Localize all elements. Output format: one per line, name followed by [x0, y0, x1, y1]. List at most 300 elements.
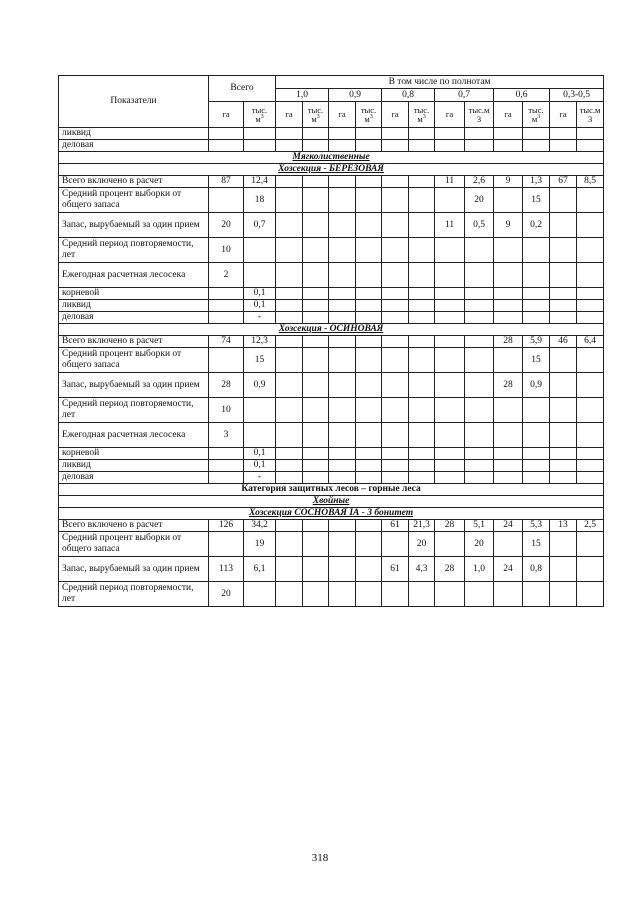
table-cell	[356, 128, 382, 140]
table-cell: 2	[209, 263, 244, 288]
section-title: Хозсекция - БЕРЕЗОВАЯ	[59, 164, 604, 176]
table-cell	[550, 448, 577, 460]
header-density: 0,6	[494, 89, 550, 102]
row-label: Запас, вырубаемый за один прием	[59, 557, 209, 582]
table-cell	[550, 140, 577, 152]
table-cell: 20	[465, 188, 494, 213]
table-cell	[276, 582, 303, 607]
row-label: Ежегодная расчетная лесосека	[59, 423, 209, 448]
table-cell	[550, 423, 577, 448]
table-cell	[550, 188, 577, 213]
table-row	[59, 300, 604, 312]
table-row	[59, 128, 604, 140]
table-cell: 24	[494, 520, 523, 532]
table-cell	[523, 263, 550, 288]
table-cell	[382, 263, 409, 288]
table-cell	[244, 582, 276, 607]
table-cell	[523, 128, 550, 140]
table-cell	[356, 582, 382, 607]
table-cell: 28	[435, 520, 465, 532]
table-cell: 46	[550, 336, 577, 348]
table-cell	[356, 532, 382, 557]
table-cell: 5,1	[465, 520, 494, 532]
table-cell: 15	[523, 532, 550, 557]
unit-cell	[356, 102, 382, 128]
table-cell	[276, 472, 303, 484]
table-cell	[276, 188, 303, 213]
header-total: Всего	[209, 76, 276, 102]
table-cell	[550, 263, 577, 288]
table-cell	[329, 176, 356, 188]
table-cell	[356, 238, 382, 263]
table-cell	[435, 312, 465, 324]
table-cell	[329, 448, 356, 460]
table-cell: 9	[494, 213, 523, 238]
table-cell	[409, 300, 435, 312]
unit-exp: 3	[537, 113, 541, 120]
table-cell	[577, 288, 604, 300]
table-cell	[303, 176, 329, 188]
row-label: Средний период повторяемости, лет	[59, 582, 209, 607]
table-cell: 15	[523, 348, 550, 373]
table-cell	[409, 336, 435, 348]
table-cell: -	[244, 472, 276, 484]
header-density: 0,3-0,5	[550, 89, 604, 102]
table-cell	[409, 188, 435, 213]
unit-exp: 3	[260, 113, 264, 120]
table-cell: 34,2	[244, 520, 276, 532]
table-row	[59, 263, 604, 288]
table-cell: 6,4	[577, 336, 604, 348]
table-cell	[303, 263, 329, 288]
table-cell	[494, 348, 523, 373]
table-cell	[382, 128, 409, 140]
table-cell: 13	[550, 520, 577, 532]
table-cell: 28	[435, 557, 465, 582]
table-cell	[303, 188, 329, 213]
table-cell: 15	[523, 188, 550, 213]
table-row	[59, 423, 604, 448]
table-cell	[465, 448, 494, 460]
table-cell: 2,5	[577, 520, 604, 532]
table-cell	[356, 448, 382, 460]
table-cell	[435, 263, 465, 288]
table-cell	[465, 460, 494, 472]
table-cell	[465, 312, 494, 324]
table-cell	[523, 312, 550, 324]
row-label: Средний период повторяемости, лет	[59, 398, 209, 423]
table-cell	[244, 263, 276, 288]
table-cell	[329, 140, 356, 152]
unit-cell	[577, 102, 604, 128]
table-cell	[494, 472, 523, 484]
table-cell	[329, 213, 356, 238]
table-cell	[577, 472, 604, 484]
table-cell	[409, 398, 435, 423]
row-label: Средний процент выборки от общего запаса	[59, 348, 209, 373]
table-row	[59, 238, 604, 263]
table-cell: 24	[494, 557, 523, 582]
table-cell	[550, 398, 577, 423]
unit-cell: га	[494, 102, 523, 128]
header-density: 0,7	[435, 89, 494, 102]
table-cell	[329, 398, 356, 423]
table-row	[59, 398, 604, 423]
table-cell: 4,3	[409, 557, 435, 582]
table-cell: 74	[209, 336, 244, 348]
table-cell: 113	[209, 557, 244, 582]
table-cell	[209, 300, 244, 312]
table-row	[59, 188, 604, 213]
table-cell	[329, 288, 356, 300]
table-cell	[356, 460, 382, 472]
table-cell	[435, 348, 465, 373]
header-density: 1,0	[276, 89, 329, 102]
table-cell	[356, 288, 382, 300]
row-label: Средний период повторяемости, лет	[59, 238, 209, 263]
table-cell	[276, 128, 303, 140]
table-cell	[329, 472, 356, 484]
table-row	[59, 557, 604, 582]
table-cell	[409, 213, 435, 238]
table-row	[59, 460, 604, 472]
table-cell	[303, 532, 329, 557]
table-row	[59, 373, 604, 398]
table-cell	[356, 423, 382, 448]
unit-m: м	[255, 113, 261, 124]
table-cell	[577, 582, 604, 607]
table-cell	[209, 128, 244, 140]
unit-thou: тыс.	[528, 105, 544, 115]
table-cell	[494, 312, 523, 324]
table-cell	[276, 460, 303, 472]
table-cell	[465, 582, 494, 607]
table-cell	[276, 336, 303, 348]
table-cell	[276, 176, 303, 188]
table-cell	[329, 460, 356, 472]
table-cell	[577, 128, 604, 140]
row-label: Всего включено в расчет	[59, 520, 209, 532]
table-cell	[356, 140, 382, 152]
unit-exp: 3	[476, 113, 482, 124]
table-cell: 2,6	[465, 176, 494, 188]
table-row	[59, 312, 604, 324]
table-cell	[303, 140, 329, 152]
header-density-group: В том числе по полнотам	[276, 76, 604, 89]
table-cell	[303, 472, 329, 484]
table-cell	[550, 213, 577, 238]
table-cell: 28	[494, 373, 523, 398]
table-cell	[356, 557, 382, 582]
table-cell	[465, 373, 494, 398]
table-cell	[303, 423, 329, 448]
table-cell	[382, 140, 409, 152]
table-cell	[523, 140, 550, 152]
table-cell: 12,3	[244, 336, 276, 348]
table-cell	[550, 532, 577, 557]
table-cell	[494, 398, 523, 423]
table-cell	[577, 312, 604, 324]
table-cell: 28	[209, 373, 244, 398]
table-cell	[577, 300, 604, 312]
unit-cell: га	[209, 102, 244, 128]
table-cell	[494, 140, 523, 152]
table-cell	[276, 140, 303, 152]
table-cell	[382, 582, 409, 607]
table-cell	[276, 398, 303, 423]
table-cell	[550, 128, 577, 140]
table-cell	[244, 128, 276, 140]
table-cell: 0,9	[244, 373, 276, 398]
table-cell	[435, 128, 465, 140]
table-cell	[465, 336, 494, 348]
table-cell	[494, 423, 523, 448]
table-cell	[382, 460, 409, 472]
row-label: Средний процент выборки от общего запаса	[59, 532, 209, 557]
table-cell: 5,9	[523, 336, 550, 348]
table-cell	[356, 176, 382, 188]
table-cell	[465, 472, 494, 484]
table-cell: 61	[382, 520, 409, 532]
group-title: Хвойные	[59, 496, 604, 508]
table-cell	[303, 128, 329, 140]
table-cell	[209, 448, 244, 460]
table-cell	[577, 460, 604, 472]
table-cell	[577, 373, 604, 398]
table-cell	[409, 140, 435, 152]
table-cell	[356, 263, 382, 288]
group-title: Мягколиственные	[59, 152, 604, 164]
table-cell	[435, 373, 465, 398]
table-cell	[382, 288, 409, 300]
table-cell	[409, 263, 435, 288]
unit-exp: 3	[587, 113, 593, 124]
unit-cell	[303, 102, 329, 128]
table-cell	[577, 348, 604, 373]
unit-m: м	[364, 113, 370, 124]
table-cell	[382, 448, 409, 460]
table-cell	[276, 263, 303, 288]
table-cell	[356, 336, 382, 348]
table-cell	[356, 373, 382, 398]
table-cell: 0,7	[244, 213, 276, 238]
table-cell: 0,1	[244, 460, 276, 472]
unit-cell: га	[329, 102, 356, 128]
table-cell	[550, 373, 577, 398]
table-cell	[303, 398, 329, 423]
table-row	[59, 520, 604, 532]
unit-m: м	[311, 113, 317, 124]
unit-cell	[244, 102, 276, 128]
table-cell: 0,1	[244, 288, 276, 300]
table-cell	[523, 398, 550, 423]
unit-m: м	[417, 113, 423, 124]
table-cell	[577, 188, 604, 213]
table-cell	[382, 423, 409, 448]
unit-thou-m: тыс.м	[579, 105, 601, 115]
table-cell	[409, 423, 435, 448]
table-cell	[409, 348, 435, 373]
table-row	[59, 472, 604, 484]
section-title: Хозсекция СОСНОВАЯ IА - 3 бонитет	[59, 508, 604, 520]
table-cell	[303, 557, 329, 582]
table-cell	[465, 348, 494, 373]
table-cell	[329, 300, 356, 312]
table-cell: 12,4	[244, 176, 276, 188]
table-cell	[577, 557, 604, 582]
table-cell	[209, 348, 244, 373]
table-cell	[465, 300, 494, 312]
table-cell	[244, 238, 276, 263]
table-cell	[382, 300, 409, 312]
table-cell	[356, 398, 382, 423]
table-cell	[523, 300, 550, 312]
table-cell	[577, 532, 604, 557]
unit-cell	[409, 102, 435, 128]
table-cell	[276, 312, 303, 324]
table-cell	[382, 213, 409, 238]
row-label: корневой	[59, 448, 209, 460]
table-cell	[550, 472, 577, 484]
table-cell	[577, 423, 604, 448]
table-cell	[356, 213, 382, 238]
table-cell	[329, 263, 356, 288]
category-title: Категория защитных лесов – горные леса	[59, 484, 604, 496]
table-cell	[435, 472, 465, 484]
section-row	[59, 496, 604, 508]
table-cell: 61	[382, 557, 409, 582]
table-cell	[329, 557, 356, 582]
row-label: деловая	[59, 472, 209, 484]
table-cell	[550, 238, 577, 263]
table-cell	[577, 263, 604, 288]
table-cell	[382, 188, 409, 213]
table-cell	[303, 312, 329, 324]
table-cell	[276, 448, 303, 460]
table-cell	[209, 140, 244, 152]
table-cell: 67	[550, 176, 577, 188]
table-cell	[303, 520, 329, 532]
table-cell	[244, 140, 276, 152]
table-cell	[494, 582, 523, 607]
table-cell	[577, 140, 604, 152]
table-cell	[209, 288, 244, 300]
table-cell: 0,1	[244, 300, 276, 312]
table-row	[59, 176, 604, 188]
row-label: Запас, вырубаемый за один прием	[59, 373, 209, 398]
table-cell	[550, 348, 577, 373]
row-label: Запас, вырубаемый за один прием	[59, 213, 209, 238]
table-cell: 28	[494, 336, 523, 348]
table-cell: 11	[435, 176, 465, 188]
row-label: деловая	[59, 312, 209, 324]
unit-thou-m: тыс.м	[468, 105, 490, 115]
table-cell	[209, 460, 244, 472]
table-cell: 0,5	[465, 213, 494, 238]
table-row	[59, 213, 604, 238]
table-cell	[209, 472, 244, 484]
table-cell	[209, 188, 244, 213]
table-cell	[550, 300, 577, 312]
table-row	[59, 288, 604, 300]
table-cell	[523, 582, 550, 607]
table-cell	[465, 288, 494, 300]
table-cell	[303, 373, 329, 398]
unit-exp: 3	[316, 113, 320, 120]
unit-exp: 3	[369, 113, 373, 120]
unit-thou: тыс.	[307, 105, 324, 115]
row-label: Ежегодная расчетная лесосека	[59, 263, 209, 288]
table-cell: 19	[244, 532, 276, 557]
section-title: Хозсекция - ОСИНОВАЯ	[59, 324, 604, 336]
table-cell	[523, 238, 550, 263]
table-cell	[382, 472, 409, 484]
header-indicators: Показатели	[59, 76, 209, 128]
table-cell	[523, 448, 550, 460]
section-row	[59, 152, 604, 164]
table-row	[59, 140, 604, 152]
table-cell	[276, 557, 303, 582]
table-cell	[356, 300, 382, 312]
table-cell	[409, 472, 435, 484]
table-cell: 87	[209, 176, 244, 188]
table-cell	[303, 460, 329, 472]
table-cell	[303, 348, 329, 373]
table-cell	[356, 520, 382, 532]
table-cell: 5,3	[523, 520, 550, 532]
table-cell: 11	[435, 213, 465, 238]
table-cell: 1,0	[465, 557, 494, 582]
forest-calculation-table	[58, 75, 604, 607]
table-row	[59, 348, 604, 373]
table-cell	[435, 460, 465, 472]
table-row	[59, 532, 604, 557]
table-cell	[276, 300, 303, 312]
table-cell	[329, 238, 356, 263]
table-cell: 15	[244, 348, 276, 373]
table-cell: 20	[465, 532, 494, 557]
table-cell	[409, 582, 435, 607]
table-cell	[382, 336, 409, 348]
table-cell	[523, 423, 550, 448]
table-cell: 6,1	[244, 557, 276, 582]
table-cell	[382, 348, 409, 373]
table-cell	[276, 288, 303, 300]
table-cell: 20	[209, 213, 244, 238]
table-cell: 0,1	[244, 448, 276, 460]
table-cell	[382, 176, 409, 188]
table-cell	[409, 460, 435, 472]
table-cell	[409, 373, 435, 398]
table-cell	[550, 557, 577, 582]
section-row	[59, 164, 604, 176]
row-label: ликвид	[59, 300, 209, 312]
unit-cell: га	[550, 102, 577, 128]
table-cell	[435, 398, 465, 423]
table-cell	[276, 238, 303, 263]
row-label: Всего включено в расчет	[59, 176, 209, 188]
table-cell	[550, 460, 577, 472]
table-cell	[550, 288, 577, 300]
unit-cell	[523, 102, 550, 128]
table-cell	[329, 348, 356, 373]
table-cell	[435, 140, 465, 152]
table-cell	[244, 423, 276, 448]
table-cell: 9	[494, 176, 523, 188]
table-cell	[329, 312, 356, 324]
table-cell	[494, 300, 523, 312]
table-cell	[356, 312, 382, 324]
